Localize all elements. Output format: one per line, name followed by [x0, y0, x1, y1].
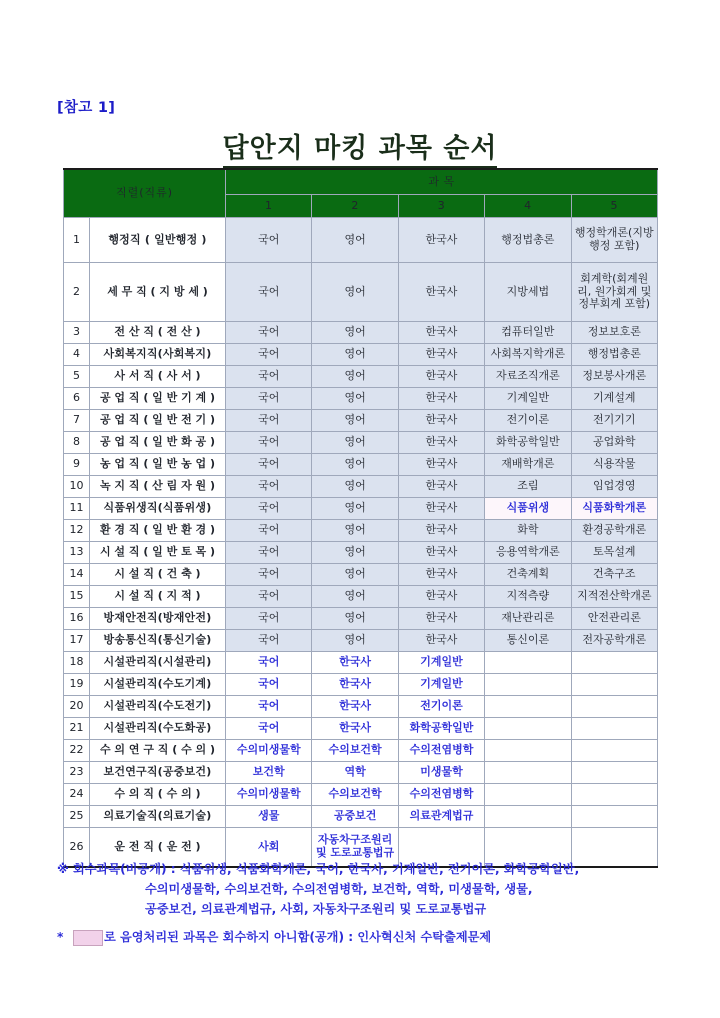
subject-cell: 기계설계 — [571, 388, 657, 410]
subject-cell — [571, 740, 657, 762]
subject-cell: 화학공학일반 — [485, 432, 571, 454]
subject-cell: 국어 — [226, 454, 312, 476]
footnotes — [57, 860, 667, 948]
subject-cell: 수의보건학 — [312, 784, 398, 806]
row-number-cell: 6 — [64, 388, 90, 410]
table-header-row-top — [64, 169, 658, 195]
row-number-cell: 5 — [64, 366, 90, 388]
subject-cell: 영어 — [312, 410, 398, 432]
table-row — [64, 652, 658, 674]
table-row — [64, 432, 658, 454]
row-number-cell: 8 — [64, 432, 90, 454]
row-number-cell: 11 — [64, 498, 90, 520]
table-row — [64, 784, 658, 806]
table-row — [64, 498, 658, 520]
subject-cell: 국어 — [226, 564, 312, 586]
subject-cell: 한국사 — [398, 322, 484, 344]
subject-cell: 한국사 — [398, 366, 484, 388]
page-title — [0, 126, 720, 165]
subject-cell: 국어 — [226, 344, 312, 366]
table-row — [64, 564, 658, 586]
subject-cell: 영어 — [312, 454, 398, 476]
subject-cell: 수의전염병학 — [398, 784, 484, 806]
job-series-cell: 시설관리직(수도전기) — [90, 696, 226, 718]
subject-cell: 한국사 — [398, 388, 484, 410]
subject-cell: 컴퓨터일반 — [485, 322, 571, 344]
job-series-cell: 수 의 직 ( 수 의 ) — [90, 784, 226, 806]
header-subject-2: 2 — [312, 195, 398, 218]
page-title-text: 답안지 마킹 과목 순서 — [223, 133, 498, 168]
footnote-1-body — [73, 860, 667, 919]
subject-cell: 생물 — [226, 806, 312, 828]
subject-cell: 자동차구조원리 및 도로교통법규 — [312, 828, 398, 868]
job-series-cell: 식품위생직(식품위생) — [90, 498, 226, 520]
subject-cell: 국어 — [226, 263, 312, 322]
job-series-cell: 사 서 직 ( 사 서 ) — [90, 366, 226, 388]
job-series-cell: 보건연구직(공중보건) — [90, 762, 226, 784]
subject-cell: 공중보건 — [312, 806, 398, 828]
job-series-cell: 시설관리직(수도기계) — [90, 674, 226, 696]
row-number-cell: 25 — [64, 806, 90, 828]
subject-cell: 한국사 — [398, 263, 484, 322]
subject-cell: 국어 — [226, 542, 312, 564]
subject-cell: 영어 — [312, 586, 398, 608]
table-row — [64, 542, 658, 564]
subject-cell — [571, 718, 657, 740]
subject-cell: 국어 — [226, 586, 312, 608]
table-row — [64, 322, 658, 344]
subject-cell: 국어 — [226, 218, 312, 263]
row-number-cell: 14 — [64, 564, 90, 586]
table-body — [64, 218, 658, 868]
table-row — [64, 520, 658, 542]
header-subject-1: 1 — [226, 195, 312, 218]
header-subject-5: 5 — [571, 195, 657, 218]
job-series-cell: 세 무 직 ( 지 방 세 ) — [90, 263, 226, 322]
subject-cell: 공업화학 — [571, 432, 657, 454]
subject-cell: 식품화학개론 — [571, 498, 657, 520]
footnote-2-mark: * — [57, 930, 64, 945]
subject-cell: 임업경영 — [571, 476, 657, 498]
subject-order-table-wrapper — [63, 168, 657, 868]
subject-cell: 영어 — [312, 263, 398, 322]
subject-cell: 수의전염병학 — [398, 740, 484, 762]
subject-cell: 식용작물 — [571, 454, 657, 476]
job-series-cell: 시 설 직 ( 일 반 토 목 ) — [90, 542, 226, 564]
subject-cell: 건축구조 — [571, 564, 657, 586]
subject-cell: 국어 — [226, 718, 312, 740]
subject-cell: 한국사 — [398, 608, 484, 630]
subject-cell: 자료조직개론 — [485, 366, 571, 388]
subject-cell: 영어 — [312, 476, 398, 498]
job-series-cell: 공 업 직 ( 일 반 화 공 ) — [90, 432, 226, 454]
job-series-cell: 방재안전직(방재안전) — [90, 608, 226, 630]
table-row — [64, 263, 658, 322]
row-number-cell: 10 — [64, 476, 90, 498]
subject-cell: 전기이론 — [398, 696, 484, 718]
subject-cell: 국어 — [226, 520, 312, 542]
row-number-cell: 12 — [64, 520, 90, 542]
subject-cell: 한국사 — [398, 520, 484, 542]
subject-cell — [571, 784, 657, 806]
subject-cell: 한국사 — [312, 718, 398, 740]
row-number-cell: 9 — [64, 454, 90, 476]
row-number-cell: 3 — [64, 322, 90, 344]
subject-cell: 국어 — [226, 674, 312, 696]
subject-cell: 영어 — [312, 366, 398, 388]
row-number-cell: 23 — [64, 762, 90, 784]
subject-cell: 역학 — [312, 762, 398, 784]
row-number-cell: 17 — [64, 630, 90, 652]
subject-cell: 한국사 — [398, 498, 484, 520]
subject-cell — [485, 674, 571, 696]
subject-cell: 국어 — [226, 432, 312, 454]
subject-cell: 기계일반 — [485, 388, 571, 410]
subject-cell: 한국사 — [398, 410, 484, 432]
subject-cell: 환경공학개론 — [571, 520, 657, 542]
row-number-cell: 18 — [64, 652, 90, 674]
subject-cell: 영어 — [312, 218, 398, 263]
row-number-cell: 22 — [64, 740, 90, 762]
subject-cell: 안전관리론 — [571, 608, 657, 630]
subject-cell: 화학 — [485, 520, 571, 542]
job-series-cell: 시설관리직(시설관리) — [90, 652, 226, 674]
subject-cell: 국어 — [226, 696, 312, 718]
table-row — [64, 674, 658, 696]
table-row — [64, 696, 658, 718]
subject-cell: 식품위생 — [485, 498, 571, 520]
subject-cell: 영어 — [312, 388, 398, 410]
subject-cell: 기계일반 — [398, 674, 484, 696]
subject-cell: 사회 — [226, 828, 312, 868]
table-row — [64, 366, 658, 388]
subject-cell: 국어 — [226, 366, 312, 388]
job-series-cell: 방송통신직(통신기술) — [90, 630, 226, 652]
row-number-cell: 21 — [64, 718, 90, 740]
subject-cell: 정보보호론 — [571, 322, 657, 344]
subject-cell: 영어 — [312, 322, 398, 344]
subject-cell: 전기기기 — [571, 410, 657, 432]
job-series-cell: 사회복지직(사회복지) — [90, 344, 226, 366]
subject-cell: 영어 — [312, 498, 398, 520]
subject-cell: 수의미생물학 — [226, 740, 312, 762]
subject-cell: 의료관계법규 — [398, 806, 484, 828]
row-number-cell: 16 — [64, 608, 90, 630]
row-number-cell: 20 — [64, 696, 90, 718]
table-row — [64, 608, 658, 630]
subject-cell: 국어 — [226, 322, 312, 344]
footnote-open-subjects — [57, 928, 667, 948]
subject-cell: 국어 — [226, 498, 312, 520]
row-number-cell: 15 — [64, 586, 90, 608]
subject-cell: 지방세법 — [485, 263, 571, 322]
table-row — [64, 586, 658, 608]
subject-cell: 한국사 — [398, 542, 484, 564]
subject-cell: 전자공학개론 — [571, 630, 657, 652]
header-subject-3: 3 — [398, 195, 484, 218]
reference-tag: [참고 1] — [57, 100, 116, 116]
header-subject-group: 과 목 — [226, 169, 658, 195]
subject-cell — [485, 740, 571, 762]
subject-cell: 행정학개론(지방행정 포함) — [571, 218, 657, 263]
table-row — [64, 388, 658, 410]
row-number-cell: 26 — [64, 828, 90, 868]
subject-cell: 영어 — [312, 432, 398, 454]
subject-cell: 한국사 — [398, 476, 484, 498]
subject-cell — [485, 696, 571, 718]
table-row — [64, 454, 658, 476]
subject-cell: 수의미생물학 — [226, 784, 312, 806]
job-series-cell: 시설관리직(수도화공) — [90, 718, 226, 740]
subject-cell — [485, 806, 571, 828]
row-number-cell: 2 — [64, 263, 90, 322]
subject-cell: 통신이론 — [485, 630, 571, 652]
subject-cell: 정보봉사개론 — [571, 366, 657, 388]
job-series-cell: 전 산 직 ( 전 산 ) — [90, 322, 226, 344]
row-number-cell: 19 — [64, 674, 90, 696]
header-subject-4: 4 — [485, 195, 571, 218]
subject-cell: 지적전산학개론 — [571, 586, 657, 608]
header-job-series: 직렬(직류) — [64, 169, 226, 218]
footnote-1-line-3: 공중보건, 의료관계법규, 사회, 자동차구조원리 및 도로교통법규 — [145, 901, 487, 916]
subject-cell: 한국사 — [398, 454, 484, 476]
subject-cell: 행정법총론 — [485, 218, 571, 263]
job-series-cell: 운 전 직 ( 운 전 ) — [90, 828, 226, 868]
table-row — [64, 344, 658, 366]
subject-cell: 사회복지학개론 — [485, 344, 571, 366]
job-series-cell: 수 의 연 구 직 ( 수 의 ) — [90, 740, 226, 762]
job-series-cell: 시 설 직 ( 건 축 ) — [90, 564, 226, 586]
subject-cell: 한국사 — [398, 586, 484, 608]
subject-cell: 국어 — [226, 388, 312, 410]
table-row — [64, 476, 658, 498]
subject-cell: 영어 — [312, 542, 398, 564]
job-series-cell: 행정직 ( 일반행정 ) — [90, 218, 226, 263]
subject-cell: 지적측량 — [485, 586, 571, 608]
subject-cell: 영어 — [312, 344, 398, 366]
row-number-cell: 7 — [64, 410, 90, 432]
table-row — [64, 806, 658, 828]
subject-order-table — [63, 168, 658, 868]
subject-cell: 미생물학 — [398, 762, 484, 784]
subject-cell: 한국사 — [312, 674, 398, 696]
subject-cell: 토목설계 — [571, 542, 657, 564]
job-series-cell: 시 설 직 ( 지 적 ) — [90, 586, 226, 608]
row-number-cell: 4 — [64, 344, 90, 366]
subject-cell: 전기이론 — [485, 410, 571, 432]
subject-cell: 수의보건학 — [312, 740, 398, 762]
shading-color-swatch — [73, 930, 103, 946]
table-head — [64, 169, 658, 218]
subject-cell — [571, 696, 657, 718]
subject-cell: 한국사 — [398, 564, 484, 586]
subject-cell: 영어 — [312, 520, 398, 542]
subject-cell: 영어 — [312, 630, 398, 652]
subject-cell — [485, 718, 571, 740]
subject-cell: 화학공학일반 — [398, 718, 484, 740]
subject-cell — [485, 784, 571, 806]
job-series-cell: 농 업 직 ( 일 반 농 업 ) — [90, 454, 226, 476]
job-series-cell: 의료기술직(의료기술) — [90, 806, 226, 828]
table-row — [64, 740, 658, 762]
table-row — [64, 410, 658, 432]
subject-cell: 한국사 — [398, 218, 484, 263]
row-number-cell: 13 — [64, 542, 90, 564]
job-series-cell: 녹 지 직 ( 산 림 자 원 ) — [90, 476, 226, 498]
subject-cell: 건축계획 — [485, 564, 571, 586]
subject-cell: 회계학(회계원리, 원가회계 및 정부회계 포함) — [571, 263, 657, 322]
subject-cell: 재배학개론 — [485, 454, 571, 476]
footnote-2-text: 로 음영처리된 과목은 회수하지 아니함(공개) : 인사혁신처 수탁출제문제 — [104, 930, 492, 945]
footnote-1-mark: ※ — [57, 862, 69, 876]
subject-cell: 보건학 — [226, 762, 312, 784]
job-series-cell: 공 업 직 ( 일 반 기 계 ) — [90, 388, 226, 410]
subject-cell: 국어 — [226, 476, 312, 498]
subject-cell: 재난관리론 — [485, 608, 571, 630]
subject-cell: 국어 — [226, 652, 312, 674]
subject-cell — [485, 762, 571, 784]
subject-cell: 응용역학개론 — [485, 542, 571, 564]
subject-cell: 국어 — [226, 410, 312, 432]
subject-cell: 조림 — [485, 476, 571, 498]
subject-cell: 한국사 — [312, 696, 398, 718]
subject-cell: 영어 — [312, 564, 398, 586]
job-series-cell: 환 경 직 ( 일 반 환 경 ) — [90, 520, 226, 542]
footnote-collected-subjects — [57, 860, 667, 919]
subject-cell: 영어 — [312, 608, 398, 630]
table-row — [64, 218, 658, 263]
subject-cell: 기계일반 — [398, 652, 484, 674]
subject-cell: 한국사 — [398, 630, 484, 652]
table-row — [64, 718, 658, 740]
job-series-cell: 공 업 직 ( 일 반 전 기 ) — [90, 410, 226, 432]
subject-cell: 국어 — [226, 630, 312, 652]
footnote-1-line-2: 수의미생물학, 수의보건학, 수의전염병학, 보건학, 역학, 미생물학, 생물, — [145, 881, 533, 896]
footnote-1-line-1: 회수과목(비공개) : 식품위생, 식품화학개론, 국어, 한국사, 기계일반, 전기이론, 화학공학일반, — [73, 862, 580, 876]
subject-cell: 국어 — [226, 608, 312, 630]
subject-cell — [571, 652, 657, 674]
subject-cell: 한국사 — [398, 432, 484, 454]
table-row — [64, 630, 658, 652]
row-number-cell: 1 — [64, 218, 90, 263]
subject-cell: 한국사 — [312, 652, 398, 674]
subject-cell: 행정법총론 — [571, 344, 657, 366]
subject-cell: 한국사 — [398, 344, 484, 366]
subject-cell — [485, 652, 571, 674]
subject-cell — [571, 806, 657, 828]
table-row — [64, 762, 658, 784]
row-number-cell: 24 — [64, 784, 90, 806]
subject-cell — [571, 674, 657, 696]
subject-cell — [571, 762, 657, 784]
